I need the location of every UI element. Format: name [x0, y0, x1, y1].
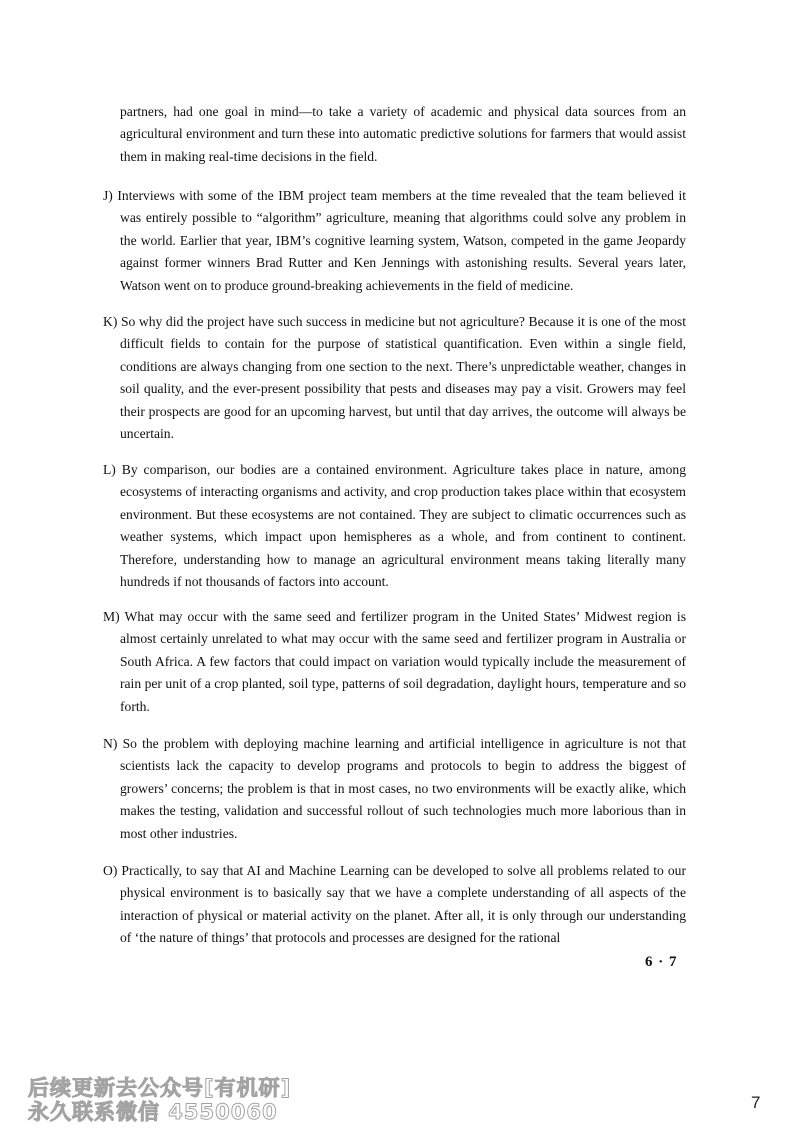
paragraph-letter: O) — [103, 863, 118, 878]
paragraph-letter: J) — [103, 188, 113, 203]
watermark — [28, 1076, 291, 1124]
paragraph-text: So why did the project have such success in medicine but not agriculture? Because it is one of the most difficult fields to contain for the purpose of statistical quantification. Even within a single field, conditions are always changing from one section to the next. There’s unpredictable weather, changes in soil quality, and the ever-present possibility that pests and diseases may pay a visit. Growers may feel their prospects are good for an upcoming harvest, but until that day arrives, the outcome will always be uncertain. — [120, 314, 686, 442]
watermark-line: 永久联系微信 4550060 — [28, 1100, 278, 1124]
paragraph-m — [103, 606, 686, 718]
paragraph-j — [103, 185, 686, 297]
paragraph-text: What may occur with the same seed and fertilizer program in the United States’ Midwest region is almost certainly unrelated to what may occur with the same seed and fertilizer program in Australia or South Africa. A few factors that could impact on variation would typically include the measurement of rain per unit of a crop planted, soil type, patterns of soil degradation, daylight hours, temperature and so forth. — [120, 609, 686, 714]
paragraph-letter: L) — [103, 462, 116, 477]
paragraph-l — [103, 459, 686, 593]
paragraph-text: By comparison, our bodies are a contained environment. Agriculture takes place in nature, among ecosystems of interacting organisms and activity, and crop production takes place within that ecosystem environment. But these ecosystems are not contained. They are subject to climatic occurrences such as weather systems, which impact upon hemispheres as a whole, and from continent to continent. Therefore, understanding how to manage an agricultural environment means taking literally many hundreds if not thousands of factors into account. — [120, 462, 686, 590]
page-marker: 6 · 7 — [645, 954, 678, 970]
paragraph-o — [103, 860, 686, 950]
watermark-line: 后续更新去公众号[有机研] — [28, 1076, 292, 1100]
paragraph-letter: M) — [103, 609, 120, 624]
paragraph-letter: K) — [103, 314, 118, 329]
paragraph-text: Interviews with some of the IBM project team members at the time revealed that the team believed it was entirely possible to “algorithm” agriculture, meaning that algorithms could solve any problem in the world. Earlier that year, IBM’s cognitive learning system, Watson, competed in the game Jeopardy against former winners Brad Rutter and Ken Jennings with astonishing results. Several years later, Watson went on to produce ground-breaking achievements in the field of medicine. — [117, 188, 686, 293]
paragraph-n — [103, 733, 686, 845]
paragraph-k — [103, 311, 686, 445]
paragraph-letter: N) — [103, 736, 118, 751]
continuation-paragraph: partners, had one goal in mind—to take a variety of academic and physical data sources from an agricultural environment and turn these into automatic predictive solutions for farmers that would assist them in making real-time decisions in the field. — [120, 104, 686, 164]
paragraph-text: So the problem with deploying machine learning and artificial intelligence in agriculture is not that scientists lack the capacity to develop programs and protocols to begin to address the biggest of growers’ concerns; the problem is that in most cases, no two environments will be exactly alike, which makes the testing, validation and successful rollout of such technologies much more laborious than in most other industries. — [120, 736, 686, 841]
paragraph-text: Practically, to say that AI and Machine Learning can be developed to solve all problems related to our physical environment is to basically say that we have a complete understanding of all aspects of the interaction of physical or material activity on the planet. After all, it is only through our understanding of ‘the nature of things’ that protocols and processes are designed for the rational — [120, 863, 686, 946]
page-number: 7 — [751, 1093, 761, 1112]
